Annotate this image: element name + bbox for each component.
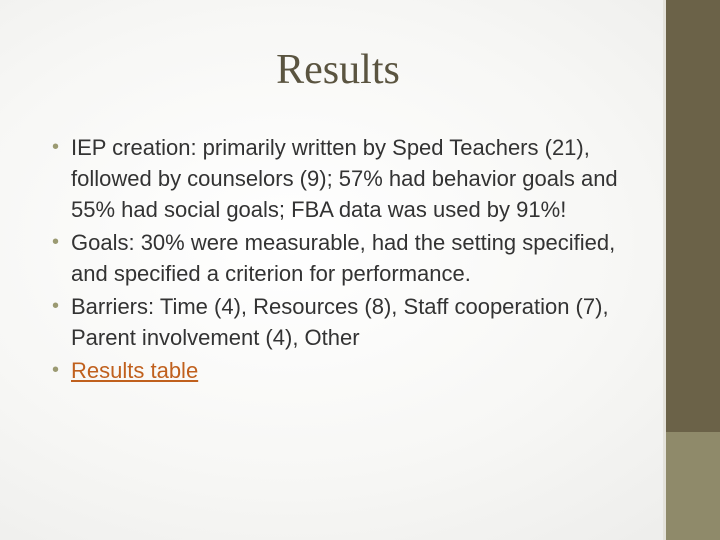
bullet-dot-icon: • <box>52 359 60 381</box>
bullet-dot-icon: • <box>52 295 60 317</box>
bullet-dot-icon: • <box>52 231 60 253</box>
bullet-text: Goals: 30% were measurable, had the setting specified, and specified a criterion for performance. <box>71 230 616 286</box>
slide-title: Results <box>276 47 400 93</box>
bullet-item <box>52 227 652 289</box>
bullet-text: Barriers: Time (4), Resources (8), Staff cooperation (7), Parent involvement (4), Other <box>71 294 609 350</box>
bullet-text: IEP creation: primarily written by Sped Teachers (21), followed by counselors (9); 57% had behavior goals and 55% had social goals; FBA data was used by 91%! <box>71 135 618 222</box>
bullet-item <box>52 132 652 225</box>
bullet-item <box>52 355 652 386</box>
results-table-link[interactable]: Results table <box>71 358 199 383</box>
side-band-bottom <box>666 432 720 540</box>
bullet-dot-icon: • <box>52 136 60 158</box>
bullet-list <box>52 132 652 388</box>
bullet-item <box>52 291 652 353</box>
